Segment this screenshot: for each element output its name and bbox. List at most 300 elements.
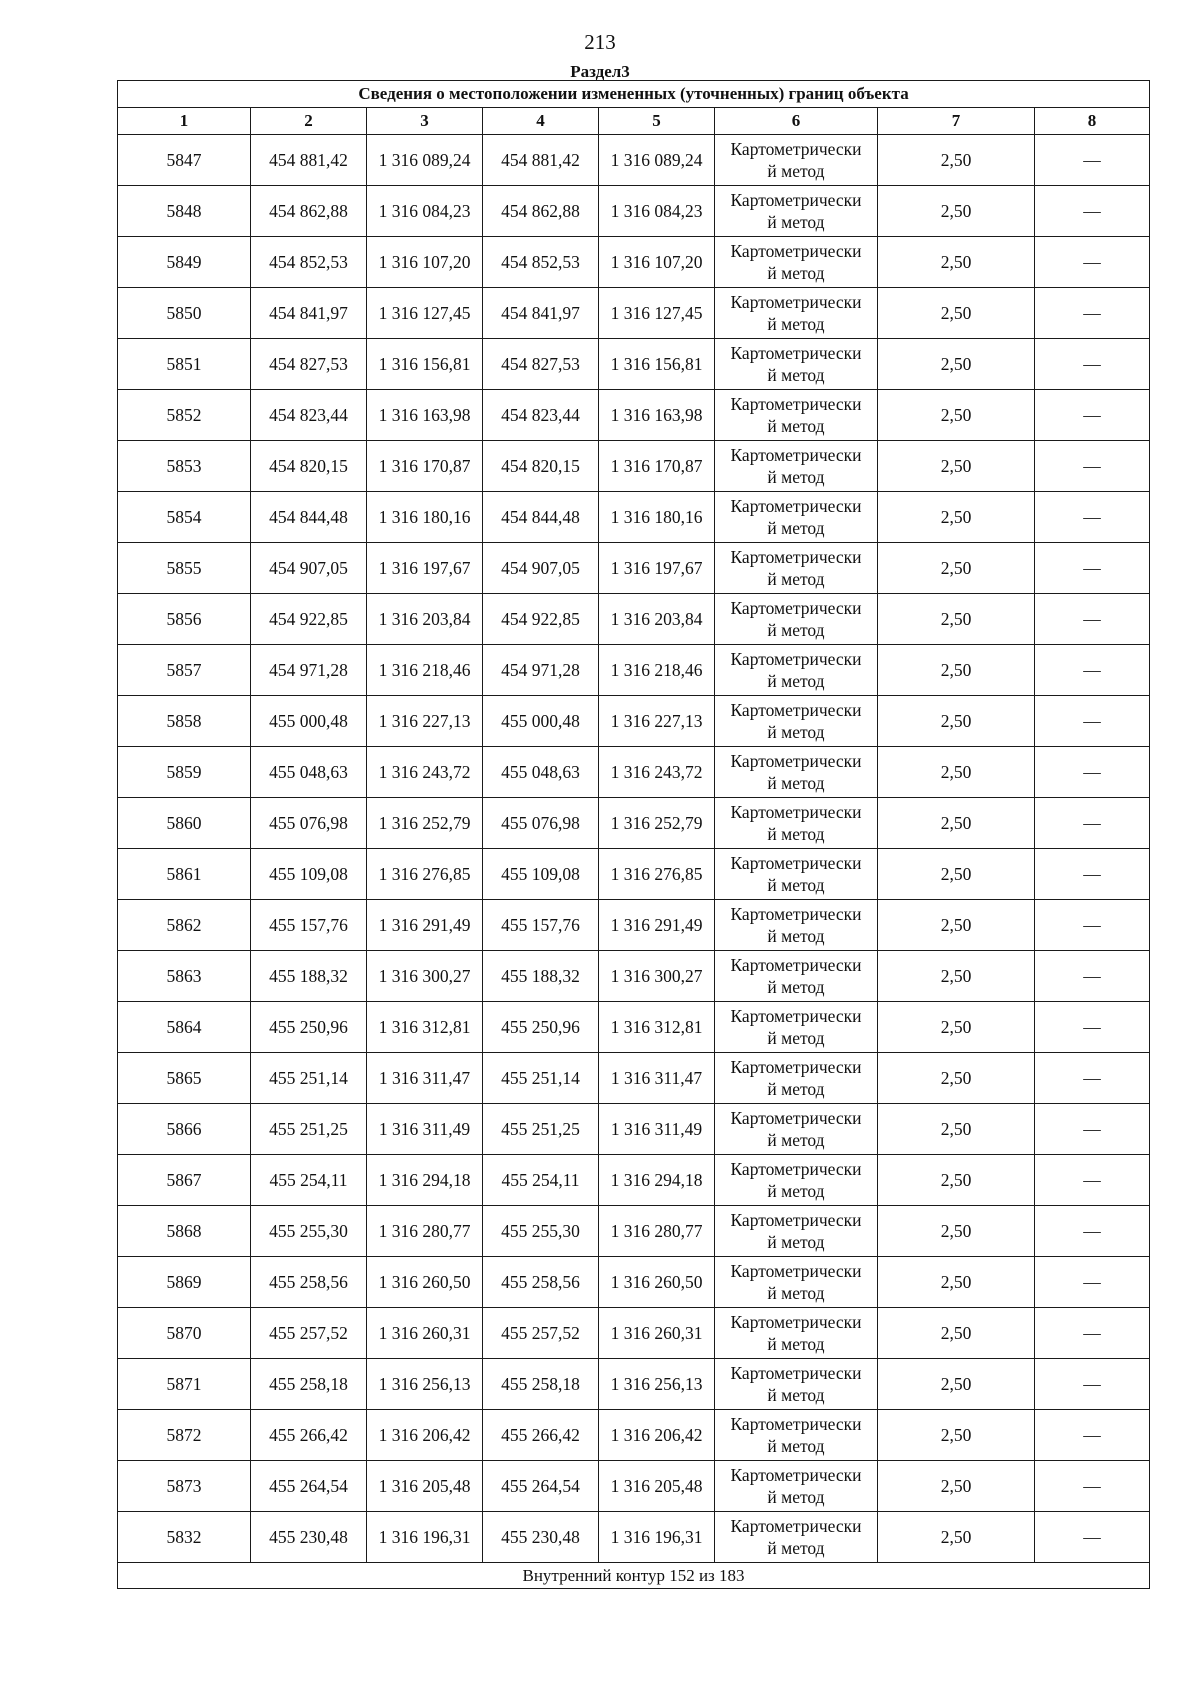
method-line-1: Картометрически: [730, 853, 862, 873]
point-number-cell: 5850: [118, 288, 251, 339]
accuracy-cell: 2,50: [878, 1104, 1035, 1155]
method-cell: [715, 1002, 878, 1053]
column-header-6: 6: [715, 108, 878, 135]
point-number-cell: 5863: [118, 951, 251, 1002]
existing-y-cell: 1 316 196,31: [367, 1512, 483, 1563]
table-row: [118, 237, 1150, 288]
table-row: [118, 1410, 1150, 1461]
note-cell: —: [1035, 288, 1150, 339]
method-line-2: й метод: [767, 1334, 825, 1354]
table-row: [118, 849, 1150, 900]
table-row: [118, 288, 1150, 339]
point-number-cell: 5849: [118, 237, 251, 288]
method-cell: [715, 1359, 878, 1410]
note-cell: —: [1035, 798, 1150, 849]
method-cell: [715, 1410, 878, 1461]
table-row: [118, 900, 1150, 951]
refined-x-cell: 455 109,08: [483, 849, 599, 900]
existing-x-cell: 454 907,05: [251, 543, 367, 594]
refined-x-cell: 455 250,96: [483, 1002, 599, 1053]
method-line-1: Картометрически: [730, 751, 862, 771]
table-body: [118, 135, 1150, 1563]
method-cell: [715, 594, 878, 645]
refined-y-cell: 1 316 294,18: [599, 1155, 715, 1206]
table-row: [118, 1308, 1150, 1359]
refined-y-cell: 1 316 300,27: [599, 951, 715, 1002]
existing-x-cell: 454 844,48: [251, 492, 367, 543]
refined-x-cell: 455 264,54: [483, 1461, 599, 1512]
refined-x-cell: 454 844,48: [483, 492, 599, 543]
refined-x-cell: 454 823,44: [483, 390, 599, 441]
point-number-cell: 5870: [118, 1308, 251, 1359]
method-cell: [715, 1257, 878, 1308]
refined-x-cell: 454 852,53: [483, 237, 599, 288]
accuracy-cell: 2,50: [878, 951, 1035, 1002]
method-line-1: Картометрически: [730, 598, 862, 618]
method-cell: [715, 390, 878, 441]
existing-x-cell: 454 922,85: [251, 594, 367, 645]
accuracy-cell: 2,50: [878, 288, 1035, 339]
contour-footer: Внутренний контур 152 из 183: [118, 1563, 1150, 1589]
method-line-2: й метод: [767, 773, 825, 793]
refined-y-cell: 1 316 107,20: [599, 237, 715, 288]
note-cell: —: [1035, 1512, 1150, 1563]
table-row: [118, 951, 1150, 1002]
refined-y-cell: 1 316 163,98: [599, 390, 715, 441]
method-line-1: Картометрически: [730, 1006, 862, 1026]
column-header-row: [118, 108, 1150, 135]
existing-y-cell: 1 316 205,48: [367, 1461, 483, 1512]
accuracy-cell: 2,50: [878, 1155, 1035, 1206]
accuracy-cell: 2,50: [878, 1359, 1035, 1410]
existing-x-cell: 455 257,52: [251, 1308, 367, 1359]
method-line-2: й метод: [767, 518, 825, 538]
existing-x-cell: 454 852,53: [251, 237, 367, 288]
accuracy-cell: 2,50: [878, 543, 1035, 594]
note-cell: —: [1035, 1410, 1150, 1461]
refined-x-cell: 454 907,05: [483, 543, 599, 594]
existing-y-cell: 1 316 218,46: [367, 645, 483, 696]
accuracy-cell: 2,50: [878, 1257, 1035, 1308]
method-line-2: й метод: [767, 569, 825, 589]
method-line-2: й метод: [767, 1130, 825, 1150]
note-cell: —: [1035, 1104, 1150, 1155]
existing-x-cell: 455 258,18: [251, 1359, 367, 1410]
note-cell: —: [1035, 747, 1150, 798]
method-cell: [715, 339, 878, 390]
refined-y-cell: 1 316 260,50: [599, 1257, 715, 1308]
note-cell: —: [1035, 1359, 1150, 1410]
method-line-2: й метод: [767, 161, 825, 181]
existing-x-cell: 454 971,28: [251, 645, 367, 696]
note-cell: —: [1035, 1257, 1150, 1308]
existing-y-cell: 1 316 243,72: [367, 747, 483, 798]
method-cell: [715, 696, 878, 747]
method-line-2: й метод: [767, 1028, 825, 1048]
existing-x-cell: 455 109,08: [251, 849, 367, 900]
table-row: [118, 339, 1150, 390]
existing-y-cell: 1 316 256,13: [367, 1359, 483, 1410]
accuracy-cell: 2,50: [878, 1461, 1035, 1512]
column-header-8: 8: [1035, 108, 1150, 135]
refined-y-cell: 1 316 312,81: [599, 1002, 715, 1053]
column-header-1: 1: [118, 108, 251, 135]
refined-y-cell: 1 316 206,42: [599, 1410, 715, 1461]
point-number-cell: 5859: [118, 747, 251, 798]
method-cell: [715, 1104, 878, 1155]
method-line-1: Картометрически: [730, 802, 862, 822]
method-line-2: й метод: [767, 1385, 825, 1405]
refined-y-cell: 1 316 089,24: [599, 135, 715, 186]
existing-y-cell: 1 316 294,18: [367, 1155, 483, 1206]
existing-y-cell: 1 316 276,85: [367, 849, 483, 900]
accuracy-cell: 2,50: [878, 186, 1035, 237]
existing-x-cell: 454 820,15: [251, 441, 367, 492]
table-row: [118, 747, 1150, 798]
method-line-1: Картометрически: [730, 649, 862, 669]
method-line-1: Картометрически: [730, 700, 862, 720]
existing-y-cell: 1 316 203,84: [367, 594, 483, 645]
table-row: [118, 1002, 1150, 1053]
refined-x-cell: 454 820,15: [483, 441, 599, 492]
column-header-7: 7: [878, 108, 1035, 135]
refined-y-cell: 1 316 291,49: [599, 900, 715, 951]
existing-x-cell: 455 251,25: [251, 1104, 367, 1155]
accuracy-cell: 2,50: [878, 237, 1035, 288]
point-number-cell: 5860: [118, 798, 251, 849]
refined-y-cell: 1 316 252,79: [599, 798, 715, 849]
refined-y-cell: 1 316 180,16: [599, 492, 715, 543]
method-line-2: й метод: [767, 1079, 825, 1099]
table-row: [118, 1461, 1150, 1512]
column-header-3: 3: [367, 108, 483, 135]
method-line-2: й метод: [767, 722, 825, 742]
method-line-2: й метод: [767, 1487, 825, 1507]
existing-x-cell: 454 823,44: [251, 390, 367, 441]
method-line-2: й метод: [767, 467, 825, 487]
caption-row: [118, 81, 1150, 108]
method-line-2: й метод: [767, 926, 825, 946]
point-number-cell: 5847: [118, 135, 251, 186]
method-cell: [715, 849, 878, 900]
method-line-2: й метод: [767, 977, 825, 997]
refined-y-cell: 1 316 311,47: [599, 1053, 715, 1104]
existing-x-cell: 454 827,53: [251, 339, 367, 390]
existing-x-cell: 455 157,76: [251, 900, 367, 951]
refined-y-cell: 1 316 227,13: [599, 696, 715, 747]
point-number-cell: 5856: [118, 594, 251, 645]
method-cell: [715, 288, 878, 339]
method-line-1: Картометрически: [730, 955, 862, 975]
refined-x-cell: 454 827,53: [483, 339, 599, 390]
table-row: [118, 390, 1150, 441]
method-line-1: Картометрически: [730, 496, 862, 516]
boundary-coordinates-table: [117, 80, 1150, 1589]
method-cell: [715, 135, 878, 186]
existing-y-cell: 1 316 312,81: [367, 1002, 483, 1053]
method-cell: [715, 1461, 878, 1512]
table-row: [118, 645, 1150, 696]
existing-x-cell: 455 254,11: [251, 1155, 367, 1206]
existing-y-cell: 1 316 252,79: [367, 798, 483, 849]
existing-x-cell: 455 188,32: [251, 951, 367, 1002]
table-row: [118, 1512, 1150, 1563]
method-line-2: й метод: [767, 416, 825, 436]
existing-y-cell: 1 316 280,77: [367, 1206, 483, 1257]
point-number-cell: 5858: [118, 696, 251, 747]
existing-x-cell: 454 841,97: [251, 288, 367, 339]
existing-y-cell: 1 316 107,20: [367, 237, 483, 288]
method-line-2: й метод: [767, 1283, 825, 1303]
method-line-1: Картометрически: [730, 1363, 862, 1383]
method-line-2: й метод: [767, 1538, 825, 1558]
refined-y-cell: 1 316 203,84: [599, 594, 715, 645]
table-row: [118, 441, 1150, 492]
existing-x-cell: 455 258,56: [251, 1257, 367, 1308]
refined-x-cell: 455 254,11: [483, 1155, 599, 1206]
existing-x-cell: 455 255,30: [251, 1206, 367, 1257]
refined-x-cell: 455 255,30: [483, 1206, 599, 1257]
table-row: [118, 1359, 1150, 1410]
existing-y-cell: 1 316 311,47: [367, 1053, 483, 1104]
method-line-1: Картометрически: [730, 1465, 862, 1485]
refined-y-cell: 1 316 084,23: [599, 186, 715, 237]
point-number-cell: 5857: [118, 645, 251, 696]
column-header-4: 4: [483, 108, 599, 135]
existing-x-cell: 454 862,88: [251, 186, 367, 237]
table-row: [118, 1104, 1150, 1155]
note-cell: —: [1035, 900, 1150, 951]
method-line-1: Картометрически: [730, 1159, 862, 1179]
refined-x-cell: 454 881,42: [483, 135, 599, 186]
method-line-1: Картометрически: [730, 1261, 862, 1281]
accuracy-cell: 2,50: [878, 849, 1035, 900]
refined-y-cell: 1 316 196,31: [599, 1512, 715, 1563]
note-cell: —: [1035, 594, 1150, 645]
point-number-cell: 5868: [118, 1206, 251, 1257]
existing-x-cell: 455 076,98: [251, 798, 367, 849]
method-cell: [715, 237, 878, 288]
method-line-1: Картометрически: [730, 1108, 862, 1128]
method-cell: [715, 441, 878, 492]
method-line-1: Картометрически: [730, 190, 862, 210]
column-header-2: 2: [251, 108, 367, 135]
refined-x-cell: 455 251,14: [483, 1053, 599, 1104]
point-number-cell: 5867: [118, 1155, 251, 1206]
accuracy-cell: 2,50: [878, 798, 1035, 849]
method-line-1: Картометрически: [730, 292, 862, 312]
existing-y-cell: 1 316 127,45: [367, 288, 483, 339]
table-row: [118, 798, 1150, 849]
table-row: [118, 1155, 1150, 1206]
method-line-1: Картометрически: [730, 445, 862, 465]
point-number-cell: 5854: [118, 492, 251, 543]
point-number-cell: 5851: [118, 339, 251, 390]
refined-x-cell: 455 230,48: [483, 1512, 599, 1563]
table-row: [118, 135, 1150, 186]
existing-y-cell: 1 316 227,13: [367, 696, 483, 747]
point-number-cell: 5869: [118, 1257, 251, 1308]
table-row: [118, 492, 1150, 543]
method-cell: [715, 1206, 878, 1257]
note-cell: —: [1035, 1002, 1150, 1053]
note-cell: —: [1035, 1053, 1150, 1104]
existing-x-cell: 455 264,54: [251, 1461, 367, 1512]
table-caption: Сведения о местоположении измененных (уточненных) границ объекта: [118, 81, 1150, 108]
refined-x-cell: 455 157,76: [483, 900, 599, 951]
existing-y-cell: 1 316 089,24: [367, 135, 483, 186]
method-line-1: Картометрически: [730, 1210, 862, 1230]
accuracy-cell: 2,50: [878, 1053, 1035, 1104]
note-cell: —: [1035, 339, 1150, 390]
existing-y-cell: 1 316 163,98: [367, 390, 483, 441]
method-line-2: й метод: [767, 824, 825, 844]
method-cell: [715, 1308, 878, 1359]
note-cell: —: [1035, 492, 1150, 543]
refined-x-cell: 455 000,48: [483, 696, 599, 747]
method-line-1: Картометрически: [730, 904, 862, 924]
point-number-cell: 5853: [118, 441, 251, 492]
existing-x-cell: 455 048,63: [251, 747, 367, 798]
existing-y-cell: 1 316 300,27: [367, 951, 483, 1002]
method-cell: [715, 798, 878, 849]
existing-y-cell: 1 316 170,87: [367, 441, 483, 492]
method-line-2: й метод: [767, 1181, 825, 1201]
accuracy-cell: 2,50: [878, 1512, 1035, 1563]
method-cell: [715, 186, 878, 237]
existing-y-cell: 1 316 291,49: [367, 900, 483, 951]
existing-x-cell: 455 230,48: [251, 1512, 367, 1563]
point-number-cell: 5832: [118, 1512, 251, 1563]
refined-y-cell: 1 316 205,48: [599, 1461, 715, 1512]
method-line-1: Картометрически: [730, 1312, 862, 1332]
column-header-5: 5: [599, 108, 715, 135]
table-row: [118, 543, 1150, 594]
existing-y-cell: 1 316 311,49: [367, 1104, 483, 1155]
existing-x-cell: 455 000,48: [251, 696, 367, 747]
refined-y-cell: 1 316 197,67: [599, 543, 715, 594]
method-line-2: й метод: [767, 263, 825, 283]
refined-y-cell: 1 316 127,45: [599, 288, 715, 339]
refined-x-cell: 455 258,56: [483, 1257, 599, 1308]
accuracy-cell: 2,50: [878, 696, 1035, 747]
method-line-1: Картометрически: [730, 394, 862, 414]
accuracy-cell: 2,50: [878, 747, 1035, 798]
method-cell: [715, 747, 878, 798]
refined-x-cell: 455 076,98: [483, 798, 599, 849]
refined-y-cell: 1 316 256,13: [599, 1359, 715, 1410]
refined-y-cell: 1 316 280,77: [599, 1206, 715, 1257]
refined-x-cell: 454 971,28: [483, 645, 599, 696]
accuracy-cell: 2,50: [878, 135, 1035, 186]
refined-y-cell: 1 316 243,72: [599, 747, 715, 798]
method-cell: [715, 645, 878, 696]
refined-y-cell: 1 316 260,31: [599, 1308, 715, 1359]
refined-y-cell: 1 316 218,46: [599, 645, 715, 696]
point-number-cell: 5872: [118, 1410, 251, 1461]
method-line-1: Картометрически: [730, 343, 862, 363]
refined-x-cell: 455 258,18: [483, 1359, 599, 1410]
point-number-cell: 5852: [118, 390, 251, 441]
refined-x-cell: 455 251,25: [483, 1104, 599, 1155]
accuracy-cell: 2,50: [878, 339, 1035, 390]
point-number-cell: 5871: [118, 1359, 251, 1410]
existing-x-cell: 455 266,42: [251, 1410, 367, 1461]
note-cell: —: [1035, 390, 1150, 441]
method-line-2: й метод: [767, 212, 825, 232]
refined-x-cell: 455 266,42: [483, 1410, 599, 1461]
note-cell: —: [1035, 543, 1150, 594]
note-cell: —: [1035, 186, 1150, 237]
refined-y-cell: 1 316 156,81: [599, 339, 715, 390]
accuracy-cell: 2,50: [878, 594, 1035, 645]
accuracy-cell: 2,50: [878, 492, 1035, 543]
refined-x-cell: 454 922,85: [483, 594, 599, 645]
footer-row: [118, 1563, 1150, 1589]
table-row: [118, 1257, 1150, 1308]
note-cell: —: [1035, 645, 1150, 696]
method-line-1: Картометрически: [730, 1414, 862, 1434]
accuracy-cell: 2,50: [878, 1308, 1035, 1359]
method-line-1: Картометрически: [730, 1057, 862, 1077]
point-number-cell: 5862: [118, 900, 251, 951]
point-number-cell: 5848: [118, 186, 251, 237]
note-cell: —: [1035, 237, 1150, 288]
table-row: [118, 1053, 1150, 1104]
method-line-2: й метод: [767, 365, 825, 385]
method-cell: [715, 1053, 878, 1104]
table-row: [118, 696, 1150, 747]
table-row: [118, 594, 1150, 645]
existing-x-cell: 454 881,42: [251, 135, 367, 186]
note-cell: —: [1035, 1308, 1150, 1359]
accuracy-cell: 2,50: [878, 900, 1035, 951]
note-cell: —: [1035, 951, 1150, 1002]
method-line-1: Картометрически: [730, 547, 862, 567]
method-cell: [715, 543, 878, 594]
method-cell: [715, 1155, 878, 1206]
note-cell: —: [1035, 135, 1150, 186]
point-number-cell: 5864: [118, 1002, 251, 1053]
point-number-cell: 5865: [118, 1053, 251, 1104]
point-number-cell: 5861: [118, 849, 251, 900]
accuracy-cell: 2,50: [878, 390, 1035, 441]
accuracy-cell: 2,50: [878, 1410, 1035, 1461]
refined-y-cell: 1 316 311,49: [599, 1104, 715, 1155]
method-line-2: й метод: [767, 671, 825, 691]
existing-x-cell: 455 250,96: [251, 1002, 367, 1053]
table-row: [118, 186, 1150, 237]
note-cell: —: [1035, 696, 1150, 747]
method-cell: [715, 951, 878, 1002]
refined-x-cell: 454 862,88: [483, 186, 599, 237]
table-row: [118, 1206, 1150, 1257]
point-number-cell: 5873: [118, 1461, 251, 1512]
existing-y-cell: 1 316 206,42: [367, 1410, 483, 1461]
method-cell: [715, 1512, 878, 1563]
section-title: Раздел3: [570, 62, 630, 81]
method-line-2: й метод: [767, 875, 825, 895]
refined-y-cell: 1 316 170,87: [599, 441, 715, 492]
point-number-cell: 5866: [118, 1104, 251, 1155]
note-cell: —: [1035, 849, 1150, 900]
refined-x-cell: 455 048,63: [483, 747, 599, 798]
accuracy-cell: 2,50: [878, 1002, 1035, 1053]
existing-y-cell: 1 316 197,67: [367, 543, 483, 594]
refined-x-cell: 454 841,97: [483, 288, 599, 339]
note-cell: —: [1035, 1206, 1150, 1257]
accuracy-cell: 2,50: [878, 1206, 1035, 1257]
